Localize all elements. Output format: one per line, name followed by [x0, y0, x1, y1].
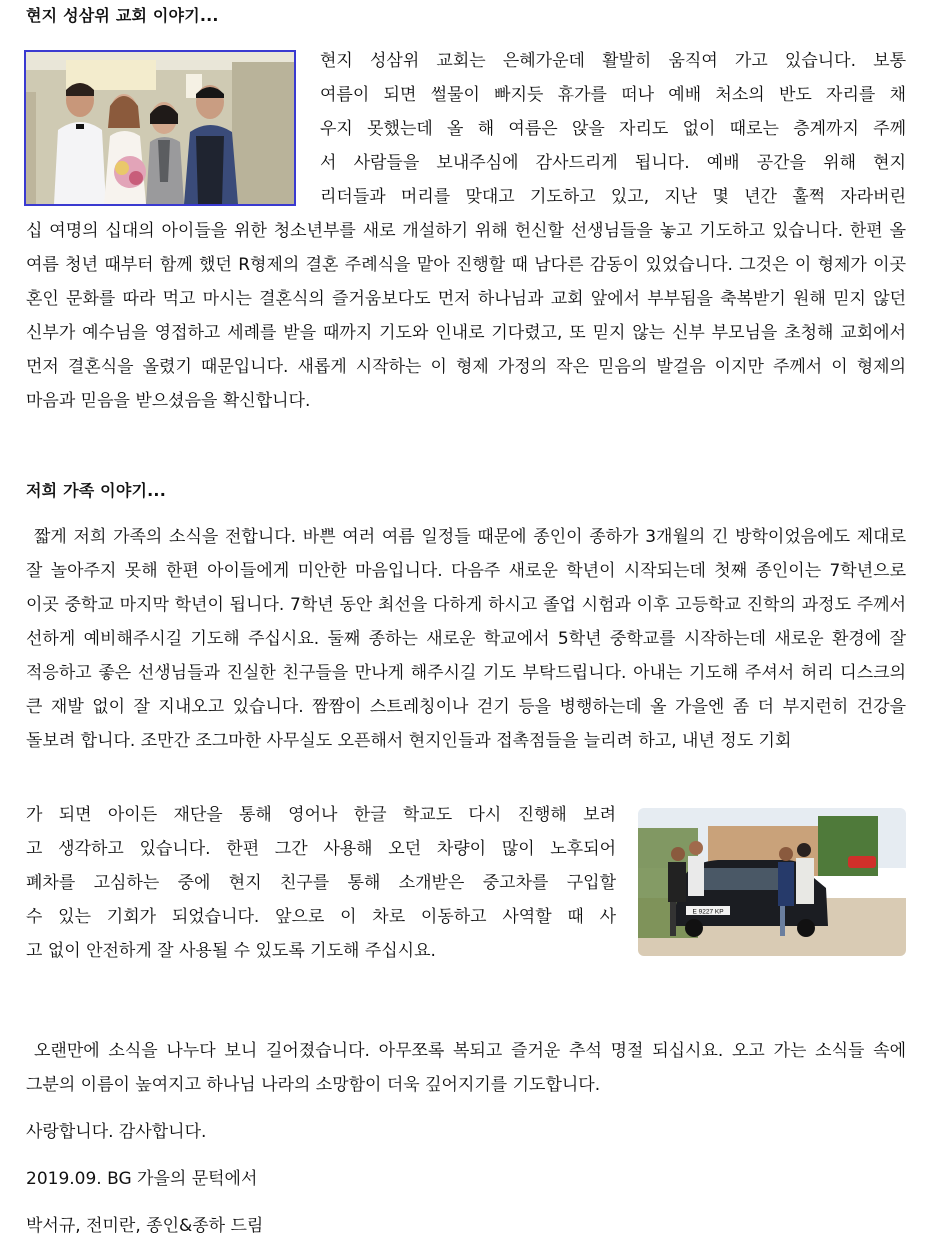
family-line-2: 고 생각하고 있습니다. 한편 그간 사용해 오던 차량이 많이 노후되어 — [26, 839, 616, 859]
section-heading-church: 현지 성삼위 교회 이야기... — [26, 6, 219, 25]
church-paragraph-top — [320, 44, 906, 214]
family-car-photo — [638, 808, 906, 956]
church-line-3: 우지 못했는데 올 해 여름은 앉을 자리도 없이 때로는 층계까지 주께 — [320, 119, 906, 139]
church-line-4: 서 사람들을 보내주심에 감사드리게 됩니다. 예배 공간을 위해 현지 — [320, 153, 906, 173]
family-line-1: 가 되면 아이든 재단을 통해 영어나 한글 학교도 다시 진행해 보려 — [26, 805, 616, 825]
wedding-photo — [24, 50, 296, 206]
family-paragraph-top: 짧게 저희 가족의 소식을 전합니다. 바쁜 여러 여름 일정들 때문에 종인이 종하가 3개월의 긴 방학이었음에도 제대로 잘 놀아주지 못해 한편 아이들에게 미안한 마음입니다. 다음주 새로운 학년이 시작되는데 첫째 종인이는 7학년으로 이곳 중학교 마지막 학년이 됩니다. 7학년 동안 최선을 다하게 하시고 졸업 시험과 이후 고등학교 진학의 과정도 주께서 선하게 예비해주시길 기도해 주십시요. 둘째 종하는 새로운 학교에서 5학년 중학교를 시작하는데 새로운 환경에 잘 적응하고 좋은 선생님들과 진실한 친구들을 만나게 해주시길 기도 부탁드립니다. 아내는 기도해 주셔서 허리 디스크의 큰 재발 없이 잘 지내오고 있습니다. 짬짬이 스트레칭이나 걷기 등을 병행하는데 올 가을엔 좀 더 부지런히 건강을 돌보려 합니다. 조만간 조그마한 사무실도 오픈해서 현지인들과 접촉점들을 늘리려 하고, 내년 정도 기회 — [26, 527, 906, 751]
church-line-1: 현지 성삼위 교회는 은혜가운데 활발히 움직여 가고 있습니다. 보통 — [320, 51, 906, 71]
church-line-2: 여름이 되면 썰물이 빠지듯 휴가를 떠나 예배 처소의 반도 자리를 채 — [320, 85, 906, 105]
closing-paragraph: 오랜만에 소식을 나누다 보니 길어졌습니다. 아무쪼록 복되고 즐거운 추석 명절 되십시요. 오고 가는 소식들 속에 그분의 이름이 높여지고 하나님 나라의 소망함이 더욱 깊어지기를 기도합니다. — [26, 1041, 906, 1095]
family-line-3: 폐차를 고심하는 중에 현지 친구를 통해 소개받은 중고차를 구입할 — [26, 873, 616, 893]
family-line-4: 수 있는 기회가 되었습니다. 앞으로 이 차로 이동하고 사역할 때 사 — [26, 907, 616, 927]
family-paragraph-bottom — [26, 798, 616, 968]
section-heading-family: 저희 가족 이야기... — [26, 481, 166, 500]
church-paragraph-rest: 십 여명의 십대의 아이들을 위한 청소년부를 새로 개설하기 위해 헌신할 선생님들을 놓고 기도하고 있습니다. 한편 올 여름 청년 때부터 함께 했던 R형제의 결혼 주례식을 맡아 진행할 때 남다른 감동이 있었습니다. 그것은 이 형제가 이곳 혼인 문화를 따라 먹고 마시는 결혼식의 즐거움보다도 먼저 하나님과 교회 앞에서 부부됨을 축복받기 원해 믿지 않던 신부가 예수님을 영접하고 세례를 받을 때까지 기도와 인내로 기다렸고, 또 믿지 않는 신부 부모님을 초청해 교회에서 먼저 결혼식을 올렸기 때문입니다. 새롭게 시작하는 이 형제 가정의 작은 믿음의 발걸음 이지만 주께서 이 형제의 마음과 믿음을 받으셨음을 확신합니다. — [26, 221, 906, 411]
family-line-5: 고 없이 안전하게 잘 사용될 수 있도록 기도해 주십시요. — [26, 941, 436, 961]
car-plate-text: E 9227 KP — [692, 908, 724, 916]
signature-line: 박서규, 전미란, 종인&종하 드림 — [26, 1216, 264, 1236]
thanks-line: 사랑합니다. 감사합니다. — [26, 1122, 207, 1142]
church-line-5: 리더들과 머리를 맞대고 기도하고 있고, 지난 몇 년간 훌쩍 자라버린 — [320, 187, 906, 207]
date-place-line: 2019.09. BG 가을의 문턱에서 — [26, 1169, 258, 1189]
